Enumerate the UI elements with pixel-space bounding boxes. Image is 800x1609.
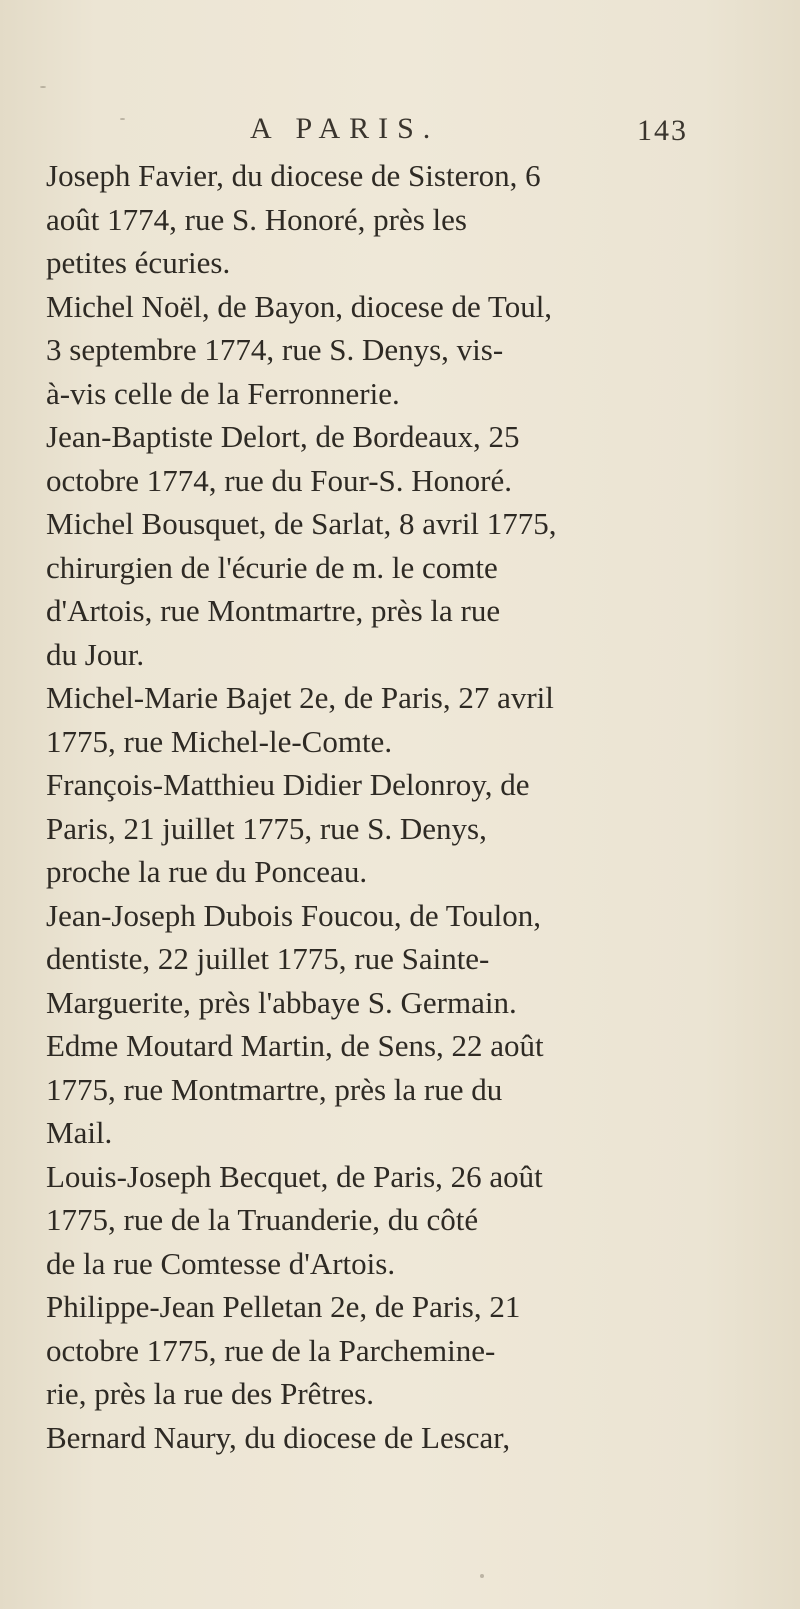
entry-martin	[46, 1024, 696, 1155]
entry-line: Joseph Favier, du diocese de Sisteron, 6	[46, 158, 541, 193]
entry-line: dentiste, 22 juillet 1775, rue Sainte-	[46, 941, 490, 976]
entry-favier	[46, 154, 696, 285]
entry-line: Philippe-Jean Pelletan 2e, de Paris, 21	[46, 1289, 521, 1324]
entry-line: Jean-Joseph Dubois Foucou, de Toulon,	[46, 897, 541, 933]
paper-speck	[120, 118, 125, 120]
entry-line: à-vis celle de la Ferronnerie.	[46, 375, 400, 411]
entry-line: Mail.	[46, 1115, 113, 1150]
entry-line: août 1774, rue S. Honoré, près les	[46, 201, 467, 237]
entry-line: Marguerite, près l'abbaye S. Germain.	[46, 984, 517, 1020]
entry-line: proche la rue du Ponceau.	[46, 854, 368, 889]
entry-line: rie, près la rue des Prêtres.	[46, 1376, 374, 1411]
entry-pelletan	[46, 1285, 696, 1416]
entry-line: petites écuries.	[46, 245, 231, 280]
entry-line: chirurgien de l'écurie de m. le comte	[46, 549, 498, 585]
entry-line: 1775, rue de la Truanderie, du côté	[46, 1202, 479, 1237]
running-head: A PARIS.	[250, 112, 440, 145]
entry-line: 1775, rue Michel-le-Comte.	[46, 723, 393, 759]
entry-line: Louis-Joseph Becquet, de Paris, 26 août	[46, 1158, 543, 1194]
entry-line: Michel Noël, de Bayon, diocese de Toul,	[46, 288, 553, 324]
entry-delort	[46, 415, 696, 502]
entry-bajet	[46, 676, 696, 763]
entry-line: d'Artois, rue Montmartre, près la rue	[46, 593, 501, 628]
entry-delonroy	[46, 763, 696, 894]
entry-line: octobre 1775, rue de la Parchemine-	[46, 1332, 496, 1368]
entry-line: Michel Bousquet, de Sarlat, 8 avril 1775,	[46, 506, 557, 541]
entry-foucou	[46, 894, 696, 1025]
entry-line: de la rue Comtesse d'Artois.	[46, 1245, 396, 1281]
entry-becquet	[46, 1155, 696, 1286]
entry-line: Paris, 21 juillet 1775, rue S. Denys,	[46, 810, 487, 846]
entry-line: Bernard Naury, du diocese de Lescar,	[46, 1419, 511, 1455]
entry-line: octobre 1774, rue du Four-S. Honoré.	[46, 462, 513, 498]
entry-line: François-Matthieu Didier Delonroy, de	[46, 767, 530, 802]
entry-line: Michel-Marie Bajet 2e, de Paris, 27 avril	[46, 680, 554, 715]
paper-speck	[480, 1574, 484, 1578]
entry-line: du Jour.	[46, 636, 145, 672]
entry-line: 3 septembre 1774, rue S. Denys, vis-	[46, 332, 504, 367]
entry-list	[46, 154, 696, 1459]
page-number: 143	[637, 114, 688, 147]
entry-line: Jean-Baptiste Delort, de Bordeaux, 25	[46, 419, 520, 454]
paper-speck	[40, 86, 46, 88]
entry-noel	[46, 285, 696, 416]
entry-line: 1775, rue Montmartre, près la rue du	[46, 1071, 503, 1107]
entry-line: Edme Moutard Martin, de Sens, 22 août	[46, 1028, 544, 1063]
entry-naury	[46, 1416, 696, 1460]
entry-bousquet	[46, 502, 696, 676]
